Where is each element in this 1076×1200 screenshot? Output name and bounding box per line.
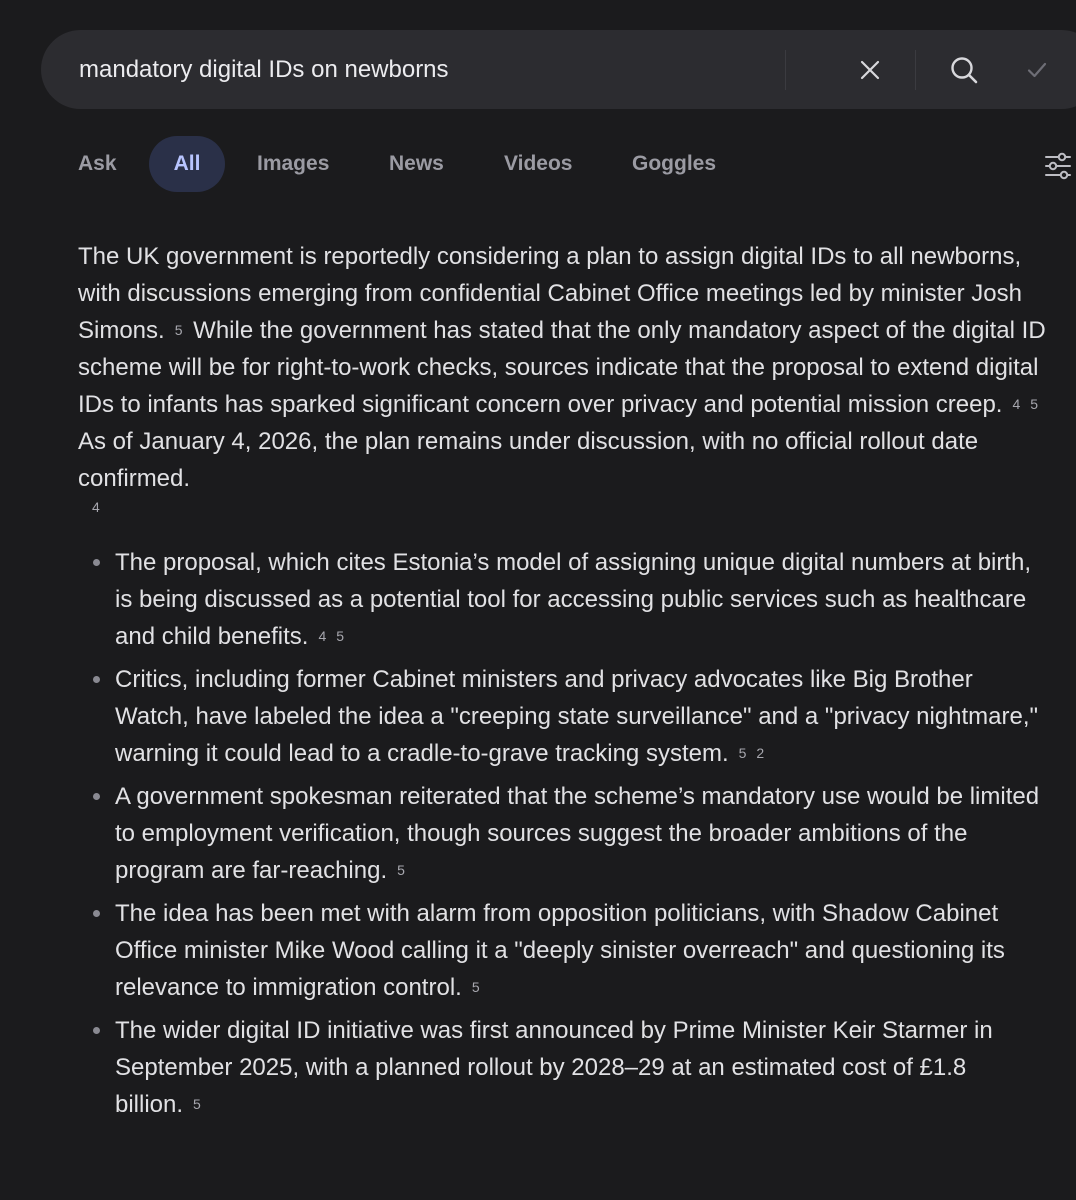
search-button[interactable] [941, 47, 987, 93]
bullet-dot [93, 1027, 100, 1034]
list-item [78, 544, 1053, 655]
search-icon [949, 55, 979, 85]
citation-link[interactable]: 5 [471, 979, 480, 995]
clear-button[interactable] [847, 47, 893, 93]
search-tabs [0, 136, 1076, 192]
summary-sentence: While the government has stated that the only mandatory aspect of the digital ID scheme will be for right-to-work checks, sources indicate that the proposal to extend digital IDs to infants has sparked significant concern over privacy and potential mission creep. [78, 317, 1046, 418]
search-bar [41, 30, 1076, 109]
list-item [78, 895, 1053, 1006]
citation-link[interactable]: 2 [756, 745, 765, 761]
citation-link[interactable]: 5 [174, 322, 183, 338]
list-item [78, 778, 1053, 889]
tab-news[interactable]: News [389, 152, 444, 175]
bullet-text: The proposal, which cites Estonia’s model of assigning unique digital numbers at birth, is being discussed as a potential tool for accessing public services such as healthcare and child benefits. [115, 549, 1032, 650]
citation-link[interactable]: 5 [1030, 396, 1039, 412]
citation-link[interactable]: 5 [397, 862, 405, 878]
answer-bullets [78, 544, 1053, 1123]
citation-link[interactable]: 4 [1012, 396, 1021, 412]
tab-videos[interactable]: Videos [504, 152, 573, 175]
bullet-text: Critics, including former Cabinet ministers and privacy advocates like Big Brother Watch, have labeled the idea a "creeping state surveillance" and a "privacy nightmare," warning it could lead to a cradle-to-grave tracking system. [115, 666, 1039, 767]
bullet-dot [93, 676, 100, 683]
bullet-dot [93, 910, 100, 917]
list-item [78, 661, 1053, 772]
bullet-dot [93, 559, 100, 566]
sliders-icon [1040, 148, 1076, 184]
citation-link[interactable]: 4 [318, 628, 327, 644]
tab-goggles[interactable]: Goggles [632, 152, 717, 175]
search-bar-divider [785, 50, 786, 90]
list-item [78, 1012, 1053, 1123]
bullet-text: The wider digital ID initiative was first announced by Prime Minister Keir Starmer in September 2025, with a planned rollout by 2028–29 at an estimated cost of £1.8 billion. [115, 1017, 993, 1118]
bullet-dot [93, 793, 100, 800]
check-icon [1026, 59, 1048, 81]
tab-ask[interactable]: Ask [78, 152, 117, 175]
citation-link[interactable]: 5 [336, 628, 345, 644]
bullet-text: A government spokesman reiterated that the scheme’s mandatory use would be limited to employment verification, though sources suggest the broader ambitions of the program are far-reaching. [115, 783, 1040, 884]
summary-sentence: The UK government is reportedly considering a plan to assign digital IDs to all newborns, with discussions emerging from confidential Cabinet Office meetings led by minister Josh Simons. [78, 243, 1022, 344]
tab-all[interactable]: All [149, 136, 225, 192]
answer-summary [78, 238, 1053, 517]
citation-link[interactable]: 5 [193, 1096, 201, 1112]
filters-button[interactable] [1040, 148, 1076, 184]
confirm-button[interactable] [1014, 47, 1060, 93]
answer-content [78, 238, 1053, 1129]
close-icon [858, 58, 882, 82]
summary-sentence: As of January 4, 2026, the plan remains under discussion, with no official rollout date confirmed. [78, 428, 979, 492]
tab-images[interactable]: Images [257, 152, 330, 175]
bullet-text: The idea has been met with alarm from opposition politicians, with Shadow Cabinet Office minister Mike Wood calling it a "deeply sinister overreach" and questioning its relevance to immigration control. [115, 900, 1005, 1001]
citation-link[interactable]: 4 [92, 499, 100, 515]
search-input[interactable] [79, 50, 769, 90]
citation-link[interactable]: 5 [738, 745, 747, 761]
search-bar-divider [915, 50, 916, 90]
